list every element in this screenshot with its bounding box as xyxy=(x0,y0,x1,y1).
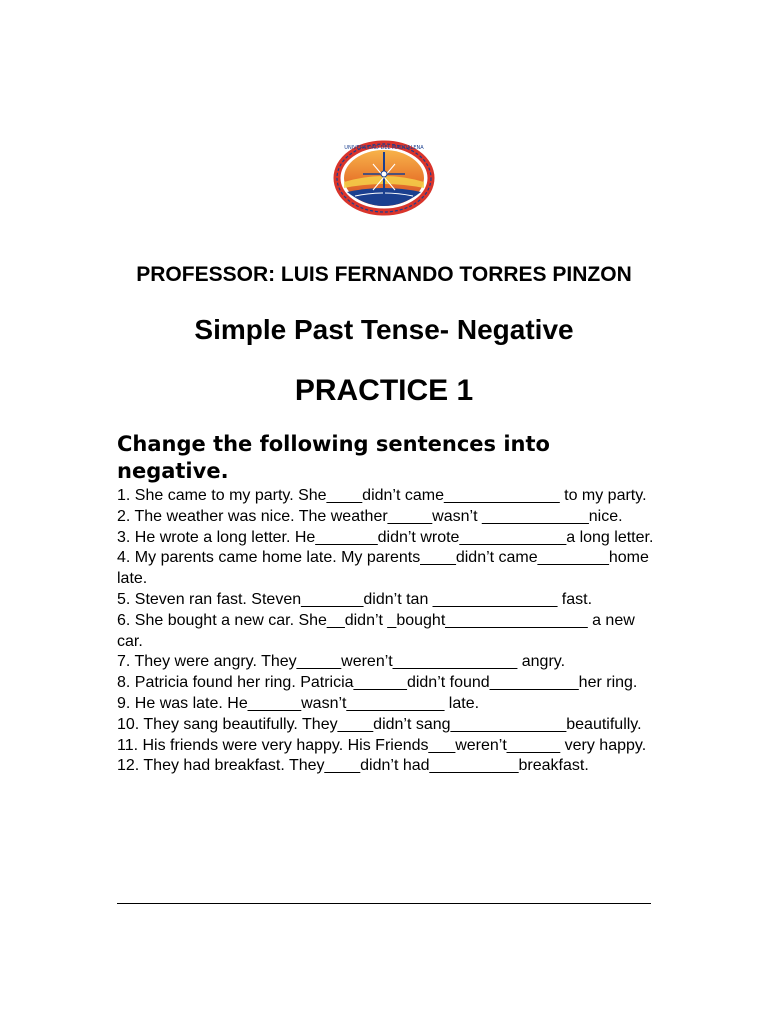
exercise-item: 11. His friends were very happy. His Friends___weren’t______ very happy. xyxy=(117,736,647,754)
professor-name: PROFESSOR: LUIS FERNANDO TORRES PINZON xyxy=(136,263,632,286)
exercise-item: 6. She bought a new car. She__didn’t _bought________________ a new car. xyxy=(117,611,635,650)
university-logo xyxy=(333,140,435,216)
instruction-text: Change the following sentences into negative. xyxy=(117,432,550,483)
exercise-item: 4. My parents came home late. My parents____didn’t came________home late. xyxy=(117,549,649,588)
exercise-item: 1. She came to my party. She____didn’t came_____________ to my party. xyxy=(117,487,647,504)
exercise-item: 8. Patricia found her ring. Patricia______didn’t found__________her ring. xyxy=(117,674,638,692)
exercise-item: 2. The weather was nice. The weather_____wasn’t ____________nice. xyxy=(117,507,623,525)
exercise-item: 10. They sang beautifully. They____didn’t sang_____________beautifully. xyxy=(117,715,642,733)
exercise-list xyxy=(117,486,657,777)
practice-heading: PRACTICE 1 xyxy=(294,374,474,407)
exercise-item: 5. Steven ran fast. Steven_______didn’t tan ______________ fast. xyxy=(117,590,593,608)
svg-text:UNIVERSIDAD DEL MAGDALENA: UNIVERSIDAD DEL MAGDALENA xyxy=(344,145,424,151)
exercise-item: 12. They had breakfast. They____didn’t had__________breakfast. xyxy=(117,757,589,775)
exercise-item: 9. He was late. He______wasn’t___________ late. xyxy=(117,694,480,712)
worksheet-title: Simple Past Tense- Negative xyxy=(194,314,574,345)
exercise-item: 3. He wrote a long letter. He_______didn’t wrote____________a long letter. xyxy=(117,528,654,546)
exercise-item: 7. They were angry. They_____weren’t______________ angry. xyxy=(117,653,566,671)
bottom-divider xyxy=(117,903,651,904)
